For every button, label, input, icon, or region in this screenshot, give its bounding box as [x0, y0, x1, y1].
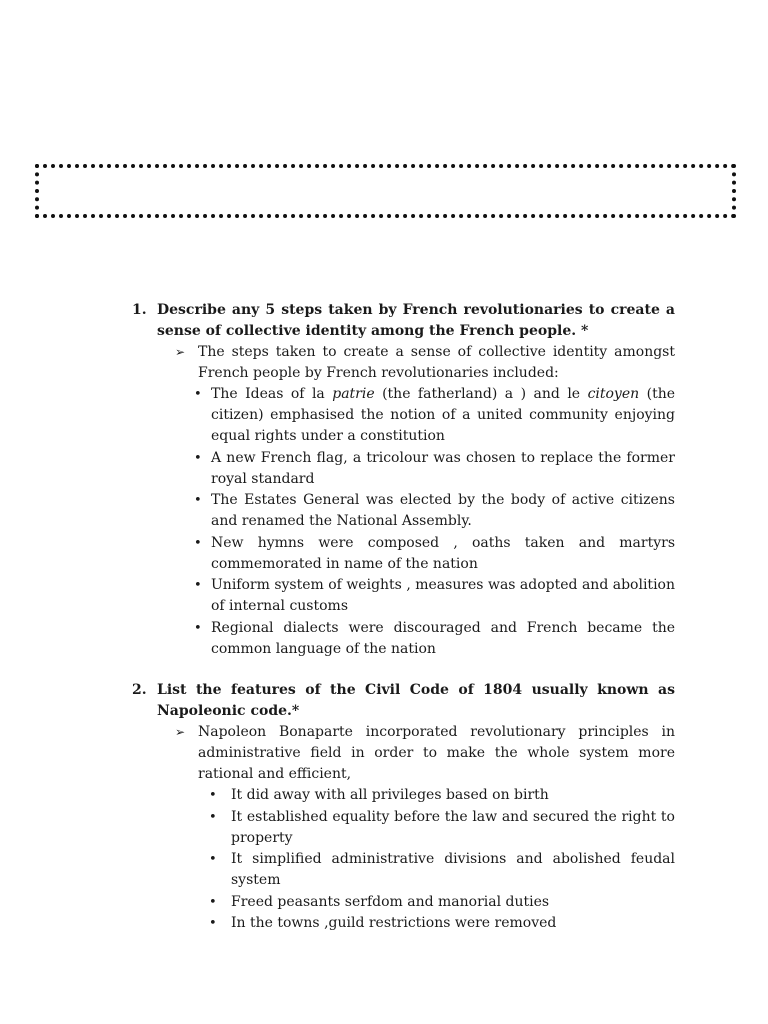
bullet-icon: •: [194, 620, 202, 636]
document-content: [130, 300, 675, 935]
point-text-italic-patrie: patrie: [332, 386, 375, 402]
point-text: It did away with all privileges based on birth: [231, 787, 549, 803]
list-item: [130, 913, 675, 934]
point-text: Freed peasants serfdom and manorial duties: [231, 893, 550, 910]
bullet-icon: •: [209, 809, 217, 825]
bullet-icon: •: [194, 387, 202, 402]
list-item: [130, 533, 675, 575]
bullet-icon: •: [209, 852, 217, 867]
question-text: Describe any 5 steps taken by French revolutionaries to create a sense of collective identity among the French people. *: [157, 302, 675, 339]
point-text: In the towns ,guild restrictions were removed: [231, 915, 557, 931]
answer-points-1: [130, 384, 675, 660]
point-text: Regional dialects were discouraged and French became the common language of the nation: [211, 619, 675, 657]
list-item: [130, 575, 675, 617]
point-text: A new French flag, a tricolour was chosen to replace the former royal standard: [211, 449, 675, 487]
list-item: [130, 892, 675, 913]
bullet-icon: •: [194, 493, 202, 508]
list-item: [130, 448, 675, 490]
point-text-pre: The Ideas of la: [211, 386, 333, 402]
arrow-bullet-icon: ➢: [175, 345, 186, 359]
point-text: It established equality before the law and secured the right to property: [231, 808, 675, 846]
question-1: [130, 300, 675, 342]
list-item: [130, 785, 675, 806]
bullet-icon: •: [209, 788, 217, 803]
list-item: [130, 849, 675, 891]
answer-intro-text: The steps taken to create a sense of collective identity amongst French people by French revolutionaries included:: [198, 344, 675, 381]
bullet-icon: •: [194, 450, 202, 466]
bullet-icon: •: [194, 578, 202, 593]
list-item: [130, 384, 675, 447]
bullet-icon: •: [194, 535, 202, 551]
answer-points-2: [130, 785, 675, 934]
bullet-icon: •: [209, 894, 217, 910]
point-text: It simplified administrative divisions and abolished feudal system: [231, 851, 675, 888]
answer-intro-2: [130, 722, 675, 785]
question-2: [130, 680, 675, 722]
point-text-italic-citoyen: citoyen: [587, 386, 640, 402]
point-text: The Estates General was elected by the body of active citizens and renamed the National Assembly.: [211, 492, 675, 529]
question-number: 1.: [132, 302, 147, 318]
answer-intro-text: Napoleon Bonaparte incorporated revolutionary principles in administrative field in order to make the whole system more rational and efficient,: [198, 724, 675, 782]
point-text-post: (the citizen) emphasised the notion of a united community enjoying equal rights under a constitution: [211, 386, 676, 444]
question-text: List the features of the Civil Code of 1804 usually known as Napoleonic code.*: [157, 682, 675, 719]
list-item: [130, 490, 675, 532]
answer-intro-1: [130, 342, 675, 384]
bullet-icon: •: [209, 916, 217, 931]
point-text: Uniform system of weights , measures was adopted and abolition of internal customs: [211, 577, 675, 614]
arrow-bullet-icon: ➢: [175, 725, 186, 739]
list-item: [130, 618, 675, 660]
section-spacer: [130, 660, 675, 680]
dotted-title-box: [35, 164, 736, 218]
point-text: New hymns were composed , oaths taken and martyrs commemorated in name of the nation: [211, 534, 675, 572]
point-text-mid: (the fatherland) a ) and le: [374, 386, 588, 402]
question-number: 2.: [132, 682, 147, 698]
list-item: [130, 807, 675, 849]
